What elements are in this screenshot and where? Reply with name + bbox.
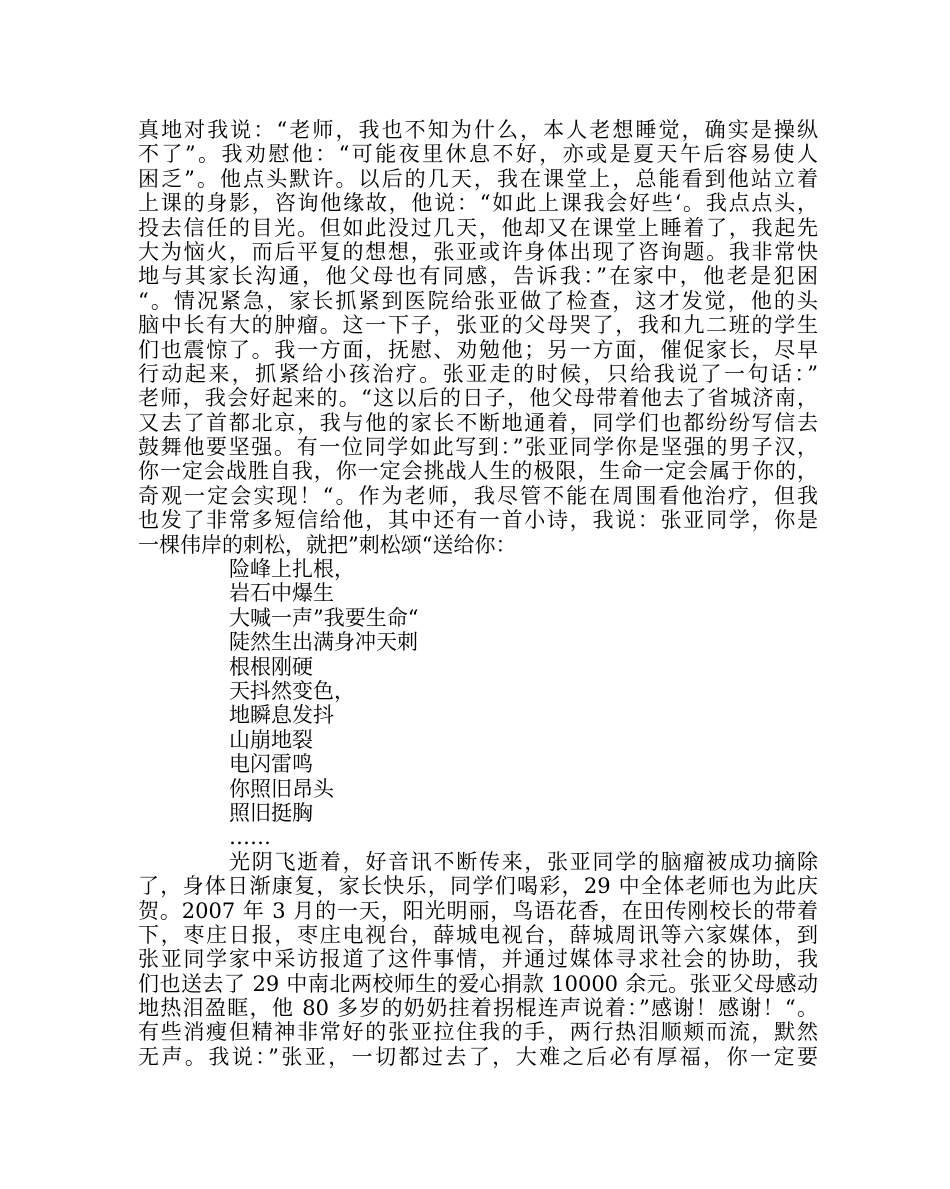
text-line: 又去了首都北京，我与他的家长不断地通着，同学们也都纷纷写信去 xyxy=(138,410,818,435)
document-body xyxy=(138,118,818,1069)
text-line: 了，身体日渐康复，家长快乐，同学们喝彩，29 中全体老师也为此庆 xyxy=(138,874,818,899)
text-line: 地与其家长沟通，他父母也有同感，告诉我：”在家中，他老是犯困 xyxy=(138,264,818,289)
text-line: 无声。我说：”张亚，一切都过去了，大难之后必有厚福，你一定要 xyxy=(138,1044,818,1069)
text-line: 光阴飞逝着，好音讯不断传来，张亚同学的脑瘤被成功摘除 xyxy=(229,849,818,874)
text-line: 下，枣庄日报，枣庄电视台，薛城电视台，薛城周讯等六家媒体，到 xyxy=(138,922,818,947)
text-line: 你一定会战胜自我，你一定会挑战人生的极限，生命一定会属于你的， xyxy=(138,459,818,484)
text-line: 真地对我说：“老师，我也不知为什么，本人老想睡觉，确实是操纵 xyxy=(138,118,818,142)
text-line: 地热泪盈眶，他 80 多岁的奶奶拄着拐棍连声说着：”感谢！感谢！“。 xyxy=(138,996,818,1021)
text-line: 不了”。我劝慰他：“可能夜里休息不好，亦或是夏天午后容易使人 xyxy=(138,142,818,167)
text-line: 有些消瘦但精神非常好的张亚拉住我的手，两行热泪顺颊而流，默然 xyxy=(138,1020,818,1045)
text-line: 上课的身影，咨询他缘故，他说：“如此上课我会好些‘。我点点头， xyxy=(138,191,818,216)
text-line: “。情况紧急，家长抓紧到医院给张亚做了检查，这才发觉，他的头 xyxy=(138,288,818,313)
text-line: 张亚同学家中采访报道了这件事情，并通过媒体寻求社会的协助，我 xyxy=(138,947,818,972)
text-line: 老师，我会好起来的。“这以后的日子，他父母带着他去了省城济南， xyxy=(138,386,818,411)
text-line: 电闪雷鸣 xyxy=(229,752,313,777)
text-line: 投去信任的目光。但如此没过几天，他却又在课堂上睡着了，我起先 xyxy=(138,215,818,240)
text-line: 天抖然变色， xyxy=(229,678,355,703)
text-line: 一棵伟岸的刺松，就把”刺松颂“送给你： xyxy=(138,532,517,557)
text-line: …… xyxy=(229,825,271,850)
text-line: 鼓舞他要坚强。有一位同学如此写到：”张亚同学你是坚强的男子汉， xyxy=(138,435,818,460)
text-line: 大为恼火，而后平复的想想，张亚或许身体出现了咨询题。我非常快 xyxy=(138,239,818,264)
text-line: 照旧挺胸 xyxy=(229,800,313,825)
text-line: 们也送去了 29 中南北两校师生的爱心捐款 10000 余元。张亚父母感动 xyxy=(138,971,818,996)
text-line: 陡然生出满身冲天刺 xyxy=(229,630,418,655)
text-line: 行动起来，抓紧给小孩治疗。张亚走的时候，只给我说了一句话：” xyxy=(138,361,818,386)
text-line: 贺。2007 年 3 月的一天，阳光明丽，鸟语花香，在田传刚校长的带着 xyxy=(138,898,818,923)
text-line: 们也震惊了。我一方面，抚慰、劝勉他；另一方面，催促家长，尽早 xyxy=(138,337,818,362)
text-line: 岩石中爆生 xyxy=(229,581,334,606)
text-line: 山崩地裂 xyxy=(229,727,313,752)
text-line: 你照旧昂头 xyxy=(229,776,334,801)
text-line: 根根刚硬 xyxy=(229,654,313,679)
text-line: 大喊一声”我要生命“ xyxy=(229,605,419,630)
text-line: 困乏”。他点头默许。以后的几天，我在课堂上，总能看到他站立着 xyxy=(138,166,818,191)
text-line: 奇观一定会实现！“。作为老师，我尽管不能在周围看他治疗，但我 xyxy=(138,483,818,508)
text-line: 也发了非常多短信给他，其中还有一首小诗，我说：张亚同学，你是 xyxy=(138,508,818,533)
text-line: 脑中长有大的肿瘤。这一下子，张亚的父母哭了，我和九二班的学生 xyxy=(138,313,818,338)
text-line: 地瞬息发抖 xyxy=(229,703,334,728)
text-line: 险峰上扎根， xyxy=(229,557,355,582)
